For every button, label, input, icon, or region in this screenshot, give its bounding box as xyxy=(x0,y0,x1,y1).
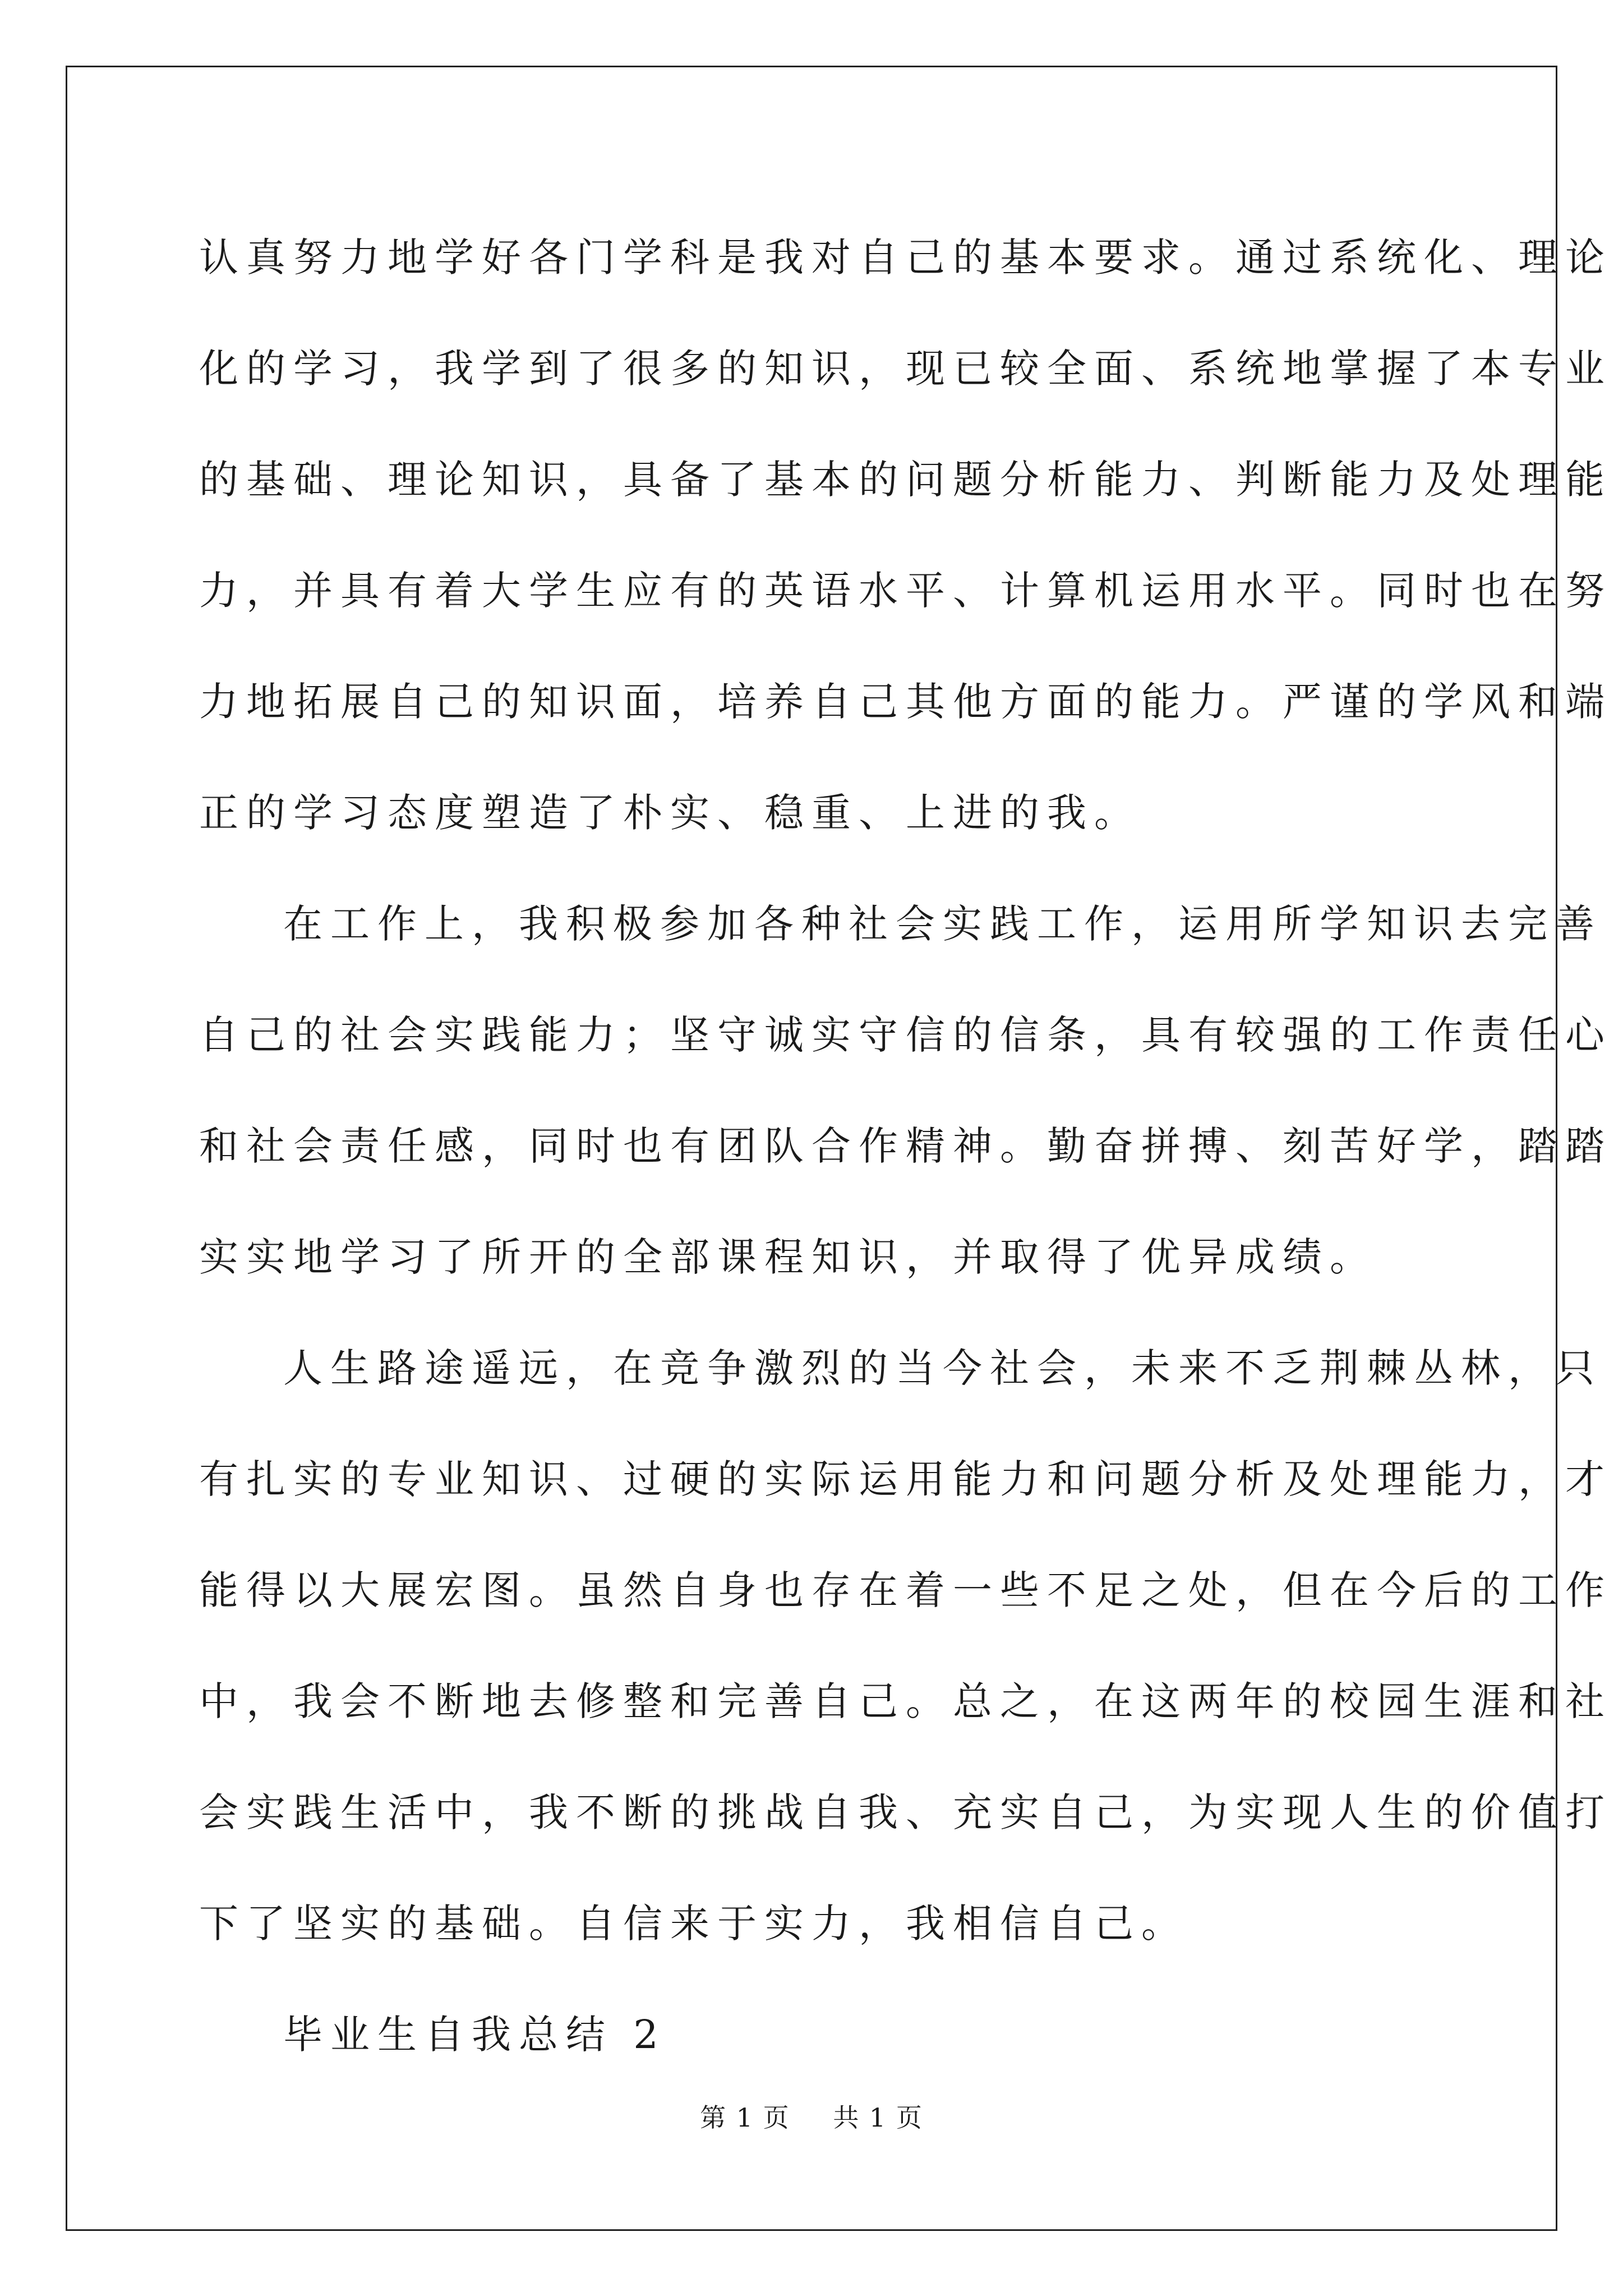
paragraph-future xyxy=(199,1313,1612,1979)
text-line: 在工作上，我积极参加各种社会实践工作，运用所学知识去完善 xyxy=(283,901,1602,947)
text-line: 和社会责任感，同时也有团队合作精神。勤奋拼搏、刻苦好学，踏踏 xyxy=(199,1123,1612,1169)
text-line: 正的学习态度塑造了朴实、稳重、上进的我。 xyxy=(199,790,1141,836)
page-number: 第 1 页 xyxy=(700,2102,790,2133)
text-line: 力地拓展自己的知识面，培养自己其他方面的能力。严谨的学风和端 xyxy=(199,679,1612,725)
text-line: 自己的社会实践能力；坚守诚实守信的信条，具有较强的工作责任心 xyxy=(199,1012,1612,1058)
text-line: 力，并具有着大学生应有的英语水平、计算机运用水平。同时也在努 xyxy=(199,568,1612,614)
text-line: 认真努力地学好各门学科是我对自己的基本要求。通过系统化、理论 xyxy=(199,234,1612,280)
paragraph-work xyxy=(199,868,1612,1313)
text-line: 能得以大展宏图。虽然自身也存在着一些不足之处，但在今后的工作 xyxy=(199,1567,1612,1613)
text-line: 人生路途遥远，在竞争激烈的当今社会，未来不乏荆棘丛林，只 xyxy=(283,1345,1602,1391)
document-body xyxy=(199,202,1612,2090)
text-line: 会实践生活中，我不断的挑战自我、充实自己，为实现人生的价值打 xyxy=(199,1789,1612,1835)
text-line: 中，我会不断地去修整和完善自己。总之，在这两年的校园生涯和社 xyxy=(199,1678,1612,1724)
text-line: 化的学习，我学到了很多的知识，现已较全面、系统地掌握了本专业 xyxy=(199,346,1612,392)
page-total: 共 1 页 xyxy=(833,2102,923,2133)
text-line: 实实地学习了所开的全部课程知识，并取得了优异成绩。 xyxy=(199,1234,1377,1280)
section-heading: 毕业生自我总结 2 xyxy=(283,2012,666,2058)
text-line: 有扎实的专业知识、过硬的实际运用能力和问题分析及处理能力，才 xyxy=(199,1456,1612,1502)
text-line: 的基础、理论知识，具备了基本的问题分析能力、判断能力及处理能 xyxy=(199,457,1612,503)
page-footer xyxy=(0,2101,1623,2134)
paragraph-study xyxy=(199,202,1612,868)
text-line: 下了坚实的基础。自信来于实力，我相信自己。 xyxy=(199,1901,1188,1947)
